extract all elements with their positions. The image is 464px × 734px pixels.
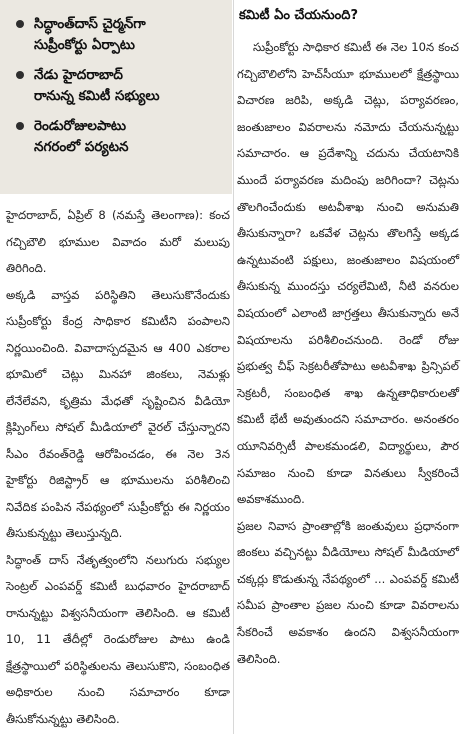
highlight-line: నగరంలో పర్యటన bbox=[34, 139, 129, 155]
column-divider bbox=[233, 0, 234, 734]
bullet-icon bbox=[16, 71, 24, 79]
bullet-icon bbox=[16, 20, 24, 28]
highlight-line: సిద్ధాంత్‌దాస్ చైర్మన్‌గా bbox=[34, 16, 146, 32]
highlight-line: రానున్న కమిటీ సభ్యులు bbox=[34, 88, 160, 104]
highlights-list bbox=[0, 0, 232, 158]
left-article-body bbox=[6, 202, 230, 732]
highlight-item bbox=[16, 65, 226, 107]
right-column bbox=[237, 0, 460, 734]
section-heading: కమిటీ ఏం చేయనుంది? bbox=[239, 8, 358, 23]
highlight-line: సుప్రీంకోర్టు ఏర్పాటు bbox=[34, 37, 135, 53]
highlight-line: రెండురోజులపాటు bbox=[34, 118, 127, 134]
article-paragraph: అక్కడి వాస్తవ పరిస్థితిని తెలుసుకొనేందుకు సుప్రీంకోర్టు కేంద్ర సాధికార కమిటీని పంపాలని నిర్ణయించింది. వివాదాస్పదమైన ఆ 400 ఎకరాల భూమిలో చెట్లు మినహా జింకలు, నెమళ్లు లేనేలేవని, కృత్రిమ మేధతో సృష్టించిన వీడియో క్లిప్పింగ్‌లు సోషల్ మీడియాలో వైరల్ చేస్తున్నారని సీఎం రేవంత్‌రెడ్డి ఆరోపించడం, ఈ నెల 3న హైకోర్టు రిజిస్ట్రార్ ఆ భూములను పరిశీలించి నివేదిక పంపిన నేపథ్యంలో సుప్రీంకోర్టు ఈ నిర్ణయం తీసుకున్నట్టు తెలుస్తున్నది. bbox=[6, 287, 230, 540]
highlight-line: నేడు హైదరాబాద్ bbox=[34, 67, 123, 83]
article-paragraph: సిద్ధాంత్ దాస్ నేతృత్వంలోని నలుగురు సభ్యుల సెంట్రల్ ఎంపవర్డ్ కమిటీ బుధవారం హైదరాబాద్ రానున్నట్టు విశ్వసనీయంగా తెలిసింది. ఆ కమిటీ 10, 11 తేదీల్లో రెండురోజుల పాటు ఉండి క్షేత్రస్థాయిలో పరిస్థితులను తెలుసుకొని, సంబంధిత అధికారుల నుంచి సమాచారం కూడా తీసుకోనున్నట్టు తెలిసింది. bbox=[6, 552, 230, 726]
article-paragraph: ప్రజల నివాస ప్రాంతాల్లోకి జంతువులు ప్రధానంగా జింకలు వచ్చినట్టు వీడియోలు సోషల్ మీడియాలో చక్కర్లు కొడుతున్న నేపథ్యంలో ... ఎంపవర్డ్ కమిటీ సమీప ప్రాంతాల ప్రజల నుంచి కూడా వివరాలను సేకరించే అవకాశం ఉందని విశ్వసనీయంగా తెలిసింది. bbox=[237, 518, 459, 666]
right-article-body bbox=[237, 34, 459, 672]
highlights-box bbox=[0, 0, 232, 194]
article-paragraph: సుప్రీంకోర్టు సాధికార కమిటీ ఈ నెల 10న కంచ గచ్చిబౌలిలోని హెచ్‌సీయూ భూములలో క్షేత్రస్థాయి విచారణ జరిపి, అక్కడి చెట్లు, పర్యావరణం, జంతుజాలం వివరాలను నమోదు చేయనున్నట్టు సమాచారం. ఆ ప్రదేశాన్ని చదును చేయటానికి ముందే పర్యావరణ మదింపు జరిగిందా? చెట్లను తొలగించేందుకు అటవీశాఖ నుంచి అనుమతి తీసుకున్నారా? ఒకవేళ చెట్లను తొలగిస్తే అక్కడ ఉన్నటువంటి పక్షులు, జంతుజాలం విషయంలో తీసుకున్న ముందస్తు చర్యలేమిటి, నీటి వనరుల విషయంలో ఎలాంటి జాగ్రత్తలు తీసుకున్నారు అనే విషయాలను పరిశీలించనుంది. రెండో రోజు ప్రభుత్వ చీఫ్ సెక్రటరీతోపాటు అటవీశాఖ ప్రిన్సిపల్ సెక్రటరీ, సంబంధిత శాఖ ఉన్నతాధికారులతో కమిటీ భేటీ అవుతుందని సమాచారం. అనంతరం యూనివర్సిటీ పాలకమండలి, విద్యార్థులు, పౌర సమాజం నుంచి కూడా వినతులు స్వీకరించే అవకాశముంది. bbox=[237, 40, 459, 507]
dateline-paragraph: హైదరాబాద్, ఏప్రిల్ 8 (నమస్తే తెలంగాణ): కంచ గచ్చిబౌలి భూముల వివాదం మరో మలుపు తిరిగింది. bbox=[6, 208, 230, 275]
highlight-item bbox=[16, 14, 226, 56]
highlight-item bbox=[16, 116, 226, 158]
bullet-icon bbox=[16, 122, 24, 130]
